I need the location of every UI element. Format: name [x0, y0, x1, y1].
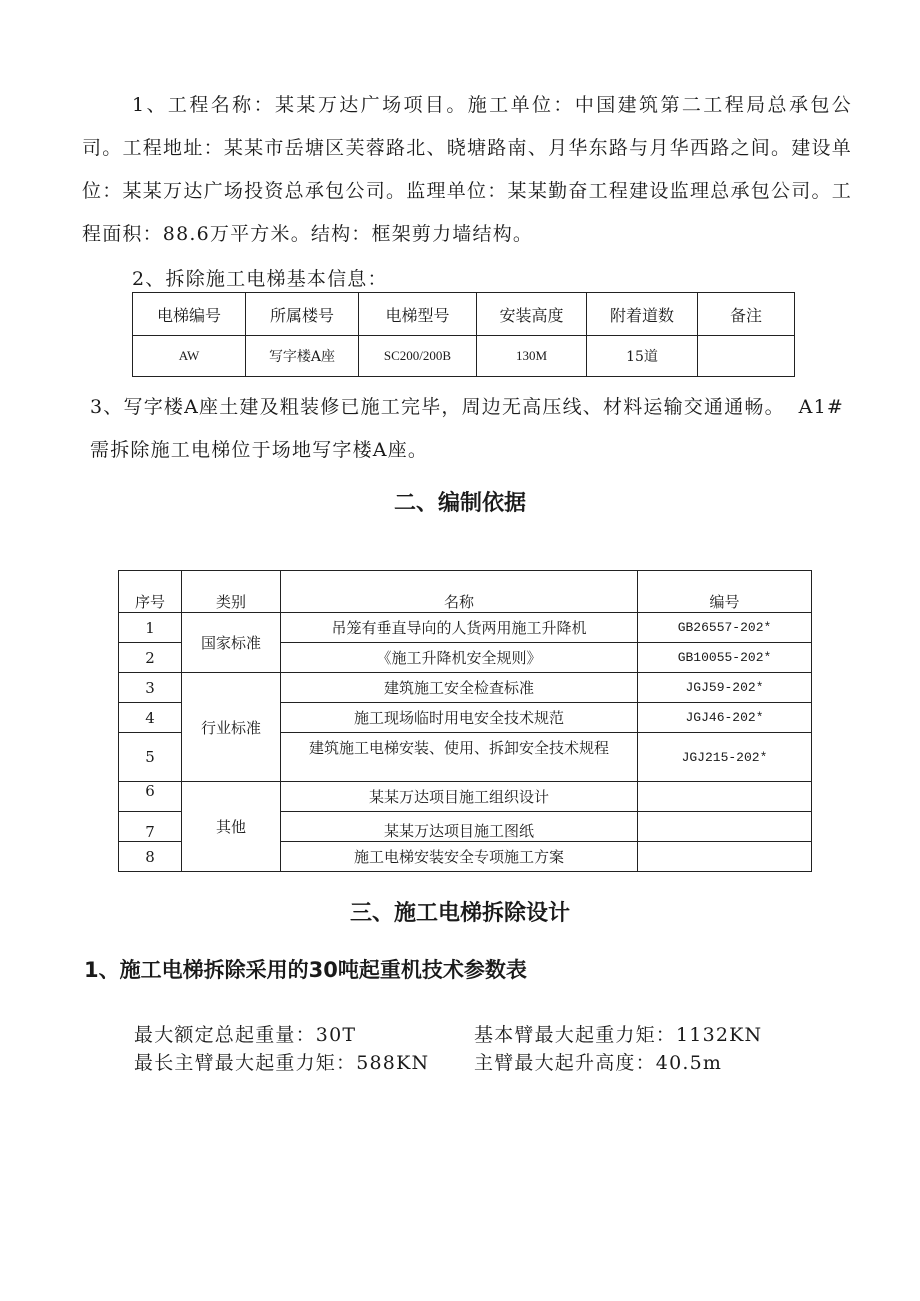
table-cell: 15道 — [587, 336, 698, 377]
header-cell: 编号 — [638, 571, 812, 613]
category-cell: 国家标准 — [182, 613, 281, 673]
section-title-basis: 二、编制依据 — [393, 491, 526, 516]
elevator-info-heading: 2、拆除施工电梯基本信息： — [132, 268, 388, 290]
row-number: 7 — [119, 812, 182, 842]
row-number: 8 — [119, 842, 182, 872]
spec-max-rated-load: 最大额定总起重量：30T — [134, 1024, 357, 1046]
row-number: 1 — [119, 613, 182, 643]
standard-code: JGJ215-202* — [638, 733, 812, 782]
standard-code — [638, 812, 812, 842]
standard-code: GB10055-202* — [638, 643, 812, 673]
table-cell: AW — [133, 336, 246, 377]
header-cell: 电梯编号 — [133, 293, 246, 336]
header-cell: 序号 — [119, 571, 182, 613]
site-condition-paragraph — [90, 386, 870, 472]
standard-name: 《施工升降机安全规则》 — [281, 643, 638, 673]
standard-name: 某某万达项目施工图纸 — [281, 812, 638, 842]
elevator-info-table — [132, 292, 795, 377]
standard-code — [638, 782, 812, 812]
row-number: 5 — [119, 733, 182, 782]
category-cell: 其他 — [182, 782, 281, 872]
project-overview-paragraph: 1、工程名称：某某万达广场项目。施工单位：中国建筑第二工程局总承包公司。工程地址：某某市岳塘区芙蓉路北、晓塘路南、月华东路与月华西路之间。建设单位：某某万达广场投资总承包公司。监理单位：某某勤奋工程建设监理总承包公司。工程面积：88.6万平方米。结构：框架剪力墙结构。 — [82, 94, 852, 245]
row-number: 4 — [119, 703, 182, 733]
spec-max-lift-height: 主臂最大起升高度：40.5m — [474, 1052, 723, 1074]
crane-spec-heading: 1、施工电梯拆除采用的30吨起重机技术参数表 — [84, 958, 527, 982]
table-row — [119, 673, 812, 703]
row-number: 6 — [119, 782, 182, 812]
standard-name: 施工现场临时用电安全技术规范 — [281, 703, 638, 733]
spec-longest-arm-moment: 最长主臂最大起重力矩：588KN — [134, 1052, 430, 1074]
section-title-design: 三、施工电梯拆除设计 — [349, 901, 570, 926]
standard-name: 建筑施工安全检查标准 — [281, 673, 638, 703]
table-cell: 写字楼A座 — [246, 336, 359, 377]
table-cell: SC200/200B — [359, 336, 477, 377]
standard-name: 施工电梯安装安全专项施工方案 — [281, 842, 638, 872]
spec-base-arm-moment: 基本臂最大起重力矩：1132KN — [474, 1024, 763, 1046]
standard-name: 某某万达项目施工组织设计 — [281, 782, 638, 812]
standard-code — [638, 842, 812, 872]
row-number: 2 — [119, 643, 182, 673]
site-condition-line2: 需拆除施工电梯位于场地写字楼A座。 — [90, 439, 429, 461]
standard-name: 吊笼有垂直导向的人货两用施工升降机 — [281, 613, 638, 643]
elevator-id-text: A1# — [798, 396, 844, 418]
table-row — [119, 782, 812, 812]
standard-code: JGJ46-202* — [638, 703, 812, 733]
site-condition-line1: 3、写字楼A座土建及粗装修已施工完毕，周边无高压线、材料运输交通通畅。 — [90, 396, 785, 418]
header-cell: 附着道数 — [587, 293, 698, 336]
category-cell: 行业标准 — [182, 673, 281, 782]
table-cell: 130M — [477, 336, 587, 377]
table-header-row — [119, 571, 812, 613]
header-cell: 类别 — [182, 571, 281, 613]
header-cell: 所属楼号 — [246, 293, 359, 336]
header-cell: 电梯型号 — [359, 293, 477, 336]
basis-table — [118, 570, 812, 872]
standard-code: JGJ59-202* — [638, 673, 812, 703]
table-row — [119, 613, 812, 643]
header-cell: 名称 — [281, 571, 638, 613]
table-header-row — [133, 293, 795, 336]
table-cell — [698, 336, 795, 377]
standard-code: GB26557-202* — [638, 613, 812, 643]
row-number: 3 — [119, 673, 182, 703]
table-row — [133, 336, 795, 377]
standard-name: 建筑施工电梯安装、使用、拆卸安全技术规程 — [281, 733, 638, 782]
header-cell: 备注 — [698, 293, 795, 336]
header-cell: 安装高度 — [477, 293, 587, 336]
